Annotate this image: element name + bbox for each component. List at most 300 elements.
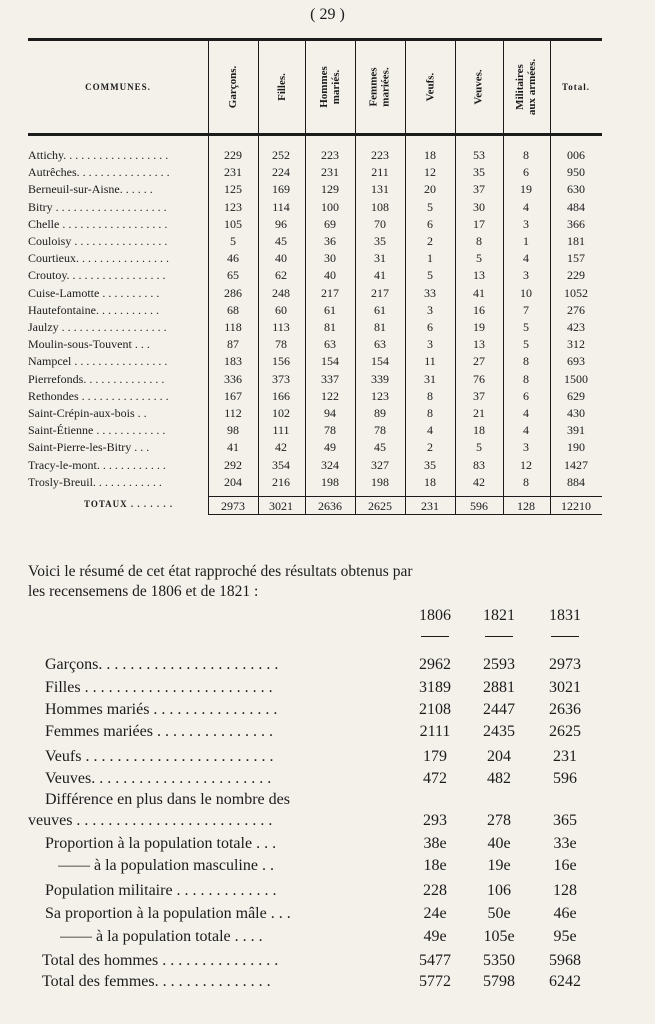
table-cell: 8 <box>523 148 529 162</box>
summary-value: 128 <box>553 882 577 899</box>
summary-value: 6242 <box>549 973 581 990</box>
total-cell: 128 <box>517 499 535 513</box>
table-cell: 31 <box>374 251 386 265</box>
table-cell: 3 <box>523 440 529 454</box>
summary-value: 3021 <box>549 679 581 696</box>
table-cell: 41 <box>227 440 239 454</box>
header-hommes-line1: Hommes <box>317 66 330 108</box>
summary-value: 204 <box>487 748 511 765</box>
table-cell: 366 <box>567 217 585 231</box>
table-cell: 18 <box>424 148 436 162</box>
table-cell: 7 <box>523 303 529 317</box>
table-cell: 37 <box>473 389 485 403</box>
table-cell: 68 <box>227 303 239 317</box>
table-cell: 35 <box>473 165 485 179</box>
table-cell: 354 <box>272 458 290 472</box>
summary-value: 95e <box>553 928 577 945</box>
summary-value: 596 <box>553 770 577 787</box>
summary-value: 105e <box>483 928 515 945</box>
table-cell: 61 <box>374 303 386 317</box>
table-cell: 45 <box>275 234 287 248</box>
table-cell: 3 <box>427 337 433 351</box>
totals-label: TOTAUX . . . . . . . <box>84 499 174 509</box>
table-cell: 5 <box>427 200 433 214</box>
table-cell: 41 <box>374 268 386 282</box>
summary-label: Veuves. . . . . . . . . . . . . . . . . . . . . . . <box>45 770 272 787</box>
table-cell: 65 <box>227 268 239 282</box>
commune-name: Rethondes . . . . . . . . . . . . . . . <box>28 389 169 403</box>
header-communes <box>28 42 208 132</box>
table-cell: 229 <box>224 148 242 162</box>
table-cell: 157 <box>567 251 585 265</box>
table-cell: 112 <box>224 406 242 420</box>
table-cell: 45 <box>374 440 386 454</box>
table-cell: 4 <box>523 251 529 265</box>
table-cell: 96 <box>275 217 287 231</box>
table-cell: 6 <box>523 389 529 403</box>
commune-name: Jaulzy . . . . . . . . . . . . . . . . . . <box>28 320 167 334</box>
table-row <box>0 286 655 301</box>
commune-name: Pierrefonds. . . . . . . . . . . . . . <box>28 372 165 386</box>
table-cell: 391 <box>567 423 585 437</box>
table-cell: 37 <box>473 182 485 196</box>
table-row <box>0 148 655 163</box>
table-cell: 78 <box>324 423 336 437</box>
total-cell: 231 <box>421 499 439 513</box>
summary-value: 106 <box>487 882 511 899</box>
table-cell: 40 <box>324 268 336 282</box>
table-cell: 17 <box>473 217 485 231</box>
table-row <box>0 337 655 352</box>
summary-value: 472 <box>423 770 447 787</box>
summary-value: 2881 <box>483 679 515 696</box>
table-cell: 950 <box>567 165 585 179</box>
summary-label: Sa proportion à la population mâle . . . <box>45 905 291 922</box>
summary-value: 40e <box>487 835 511 852</box>
summary-label: Total des femmes. . . . . . . . . . . . . . . <box>42 973 271 990</box>
table-row <box>0 423 655 438</box>
table-cell: 70 <box>374 217 386 231</box>
header-militaires-line2: aux armées. <box>526 58 539 116</box>
summary-row <box>0 905 655 927</box>
summary-row <box>0 973 655 995</box>
summary-row <box>0 748 655 770</box>
table-cell: 42 <box>275 440 287 454</box>
table-cell: 4 <box>427 423 433 437</box>
table-cell: 60 <box>275 303 287 317</box>
table-row <box>0 200 655 215</box>
summary-intro-line2: les recensemens de 1806 et de 1821 : <box>28 583 259 600</box>
table-cell: 6 <box>523 165 529 179</box>
table-cell: 430 <box>567 406 585 420</box>
commune-name: Nampcel . . . . . . . . . . . . . . . . <box>28 354 168 368</box>
header-filles-label: Filles. <box>275 73 288 101</box>
table-cell: 276 <box>567 303 585 317</box>
summary-row <box>0 656 655 678</box>
year-1831: 1831 <box>549 607 581 624</box>
table-cell: 2 <box>427 234 433 248</box>
year-underline <box>421 636 449 637</box>
table-cell: 339 <box>371 372 389 386</box>
table-cell: 223 <box>321 148 339 162</box>
table-cell: 20 <box>424 182 436 196</box>
commune-name: Chelle . . . . . . . . . . . . . . . . . . <box>28 217 168 231</box>
table-cell: 35 <box>424 458 436 472</box>
summary-row <box>0 928 655 950</box>
summary-label: Hommes mariés . . . . . . . . . . . . . . . . <box>45 701 278 718</box>
header-communes-label: COMMUNES. <box>85 82 151 92</box>
summary-value: 278 <box>487 812 511 829</box>
table-cell: 5 <box>476 251 482 265</box>
table-cell: 248 <box>272 286 290 300</box>
table-cell: 1 <box>427 251 433 265</box>
totals-row <box>0 499 655 514</box>
total-cell: 12210 <box>561 499 591 513</box>
commune-name: Berneuil-sur-Aisne. . . . . . <box>28 182 153 196</box>
summary-value: 293 <box>423 812 447 829</box>
table-cell: 6 <box>427 320 433 334</box>
header-femmes-mariees <box>355 42 405 132</box>
table-row <box>0 182 655 197</box>
summary-value: 2636 <box>549 701 581 718</box>
table-cell: 884 <box>567 475 585 489</box>
year-underline <box>485 636 513 637</box>
header-femmes-line1: Femmes <box>368 67 380 107</box>
commune-name: Saint-Étienne . . . . . . . . . . . . <box>28 423 166 437</box>
summary-value: 49e <box>423 928 447 945</box>
header-veufs <box>405 42 455 132</box>
total-cell: 596 <box>470 499 488 513</box>
table-cell: 61 <box>324 303 336 317</box>
table-cell: 630 <box>567 182 585 196</box>
table-cell: 122 <box>321 389 339 403</box>
table-cell: 217 <box>371 286 389 300</box>
summary-value: 2435 <box>483 723 515 740</box>
table-cell: 113 <box>272 320 290 334</box>
table-cell: 123 <box>224 200 242 214</box>
table-cell: 100 <box>321 200 339 214</box>
table-cell: 5 <box>427 268 433 282</box>
table-cell: 69 <box>324 217 336 231</box>
summary-value: 33e <box>553 835 577 852</box>
table-row <box>0 234 655 249</box>
table-cell: 224 <box>272 165 290 179</box>
summary-value: 3189 <box>419 679 451 696</box>
table-cell: 154 <box>321 354 339 368</box>
table-cell: 108 <box>371 200 389 214</box>
summary-label: Femmes mariées . . . . . . . . . . . . . . . <box>45 723 273 740</box>
summary-value: 5350 <box>483 952 515 969</box>
table-cell: 1500 <box>564 372 588 386</box>
table-row <box>0 165 655 180</box>
header-veuves-label: Veuves. <box>472 69 485 105</box>
table-cell: 6 <box>427 217 433 231</box>
year-1806: 1806 <box>419 607 451 624</box>
table-cell: 324 <box>321 458 339 472</box>
table-cell: 63 <box>374 337 386 351</box>
table-cell: 30 <box>324 251 336 265</box>
header-militaires <box>503 42 550 132</box>
table-cell: 21 <box>473 406 485 420</box>
summary-value: 365 <box>553 812 577 829</box>
table-cell: 53 <box>473 148 485 162</box>
table-cell: 217 <box>321 286 339 300</box>
summary-row <box>0 723 655 745</box>
summary-value: 2108 <box>419 701 451 718</box>
table-cell: 12 <box>424 165 436 179</box>
table-cell: 98 <box>227 423 239 437</box>
summary-label: Veufs . . . . . . . . . . . . . . . . . . . . . . . . <box>45 748 274 765</box>
header-garcons-label: Garçons. <box>226 65 239 109</box>
table-cell: 5 <box>523 320 529 334</box>
year-underline <box>551 636 579 637</box>
header-total-label: Total. <box>562 82 590 92</box>
table-cell: 19 <box>473 320 485 334</box>
table-cell: 81 <box>324 320 336 334</box>
table-cell: 18 <box>473 423 485 437</box>
table-row <box>0 268 655 283</box>
table-cell: 42 <box>473 475 485 489</box>
table-cell: 1427 <box>564 458 588 472</box>
table-cell: 123 <box>371 389 389 403</box>
page-number: ( 29 ) <box>310 6 345 23</box>
table-cell: 129 <box>321 182 339 196</box>
summary-value: 5477 <box>419 952 451 969</box>
summary-value: 228 <box>423 882 447 899</box>
summary-value: 231 <box>553 748 577 765</box>
table-cell: 5 <box>523 337 529 351</box>
table-cell: 8 <box>523 354 529 368</box>
table-cell: 154 <box>371 354 389 368</box>
table-cell: 2 <box>427 440 433 454</box>
table-cell: 30 <box>473 200 485 214</box>
commune-name: Bitry . . . . . . . . . . . . . . . . . . . <box>28 200 167 214</box>
summary-row <box>0 770 655 792</box>
table-cell: 693 <box>567 354 585 368</box>
summary-value: 16e <box>553 857 577 874</box>
table-cell: 19 <box>520 182 532 196</box>
table-row <box>0 389 655 404</box>
summary-row <box>0 701 655 723</box>
table-cell: 78 <box>275 337 287 351</box>
table-cell: 62 <box>275 268 287 282</box>
table-cell: 166 <box>272 389 290 403</box>
table-cell: 41 <box>473 286 485 300</box>
table-cell: 87 <box>227 337 239 351</box>
table-cell: 1052 <box>564 286 588 300</box>
summary-value: 179 <box>423 748 447 765</box>
table-cell: 63 <box>324 337 336 351</box>
table-row <box>0 440 655 455</box>
table-cell: 231 <box>224 165 242 179</box>
table-cell: 118 <box>224 320 242 334</box>
total-cell: 2973 <box>221 499 245 513</box>
commune-name: Hautefontaine. . . . . . . . . . . <box>28 303 159 317</box>
table-cell: 27 <box>473 354 485 368</box>
table-cell: 94 <box>324 406 336 420</box>
header-femmes-line2: mariées. <box>380 67 392 107</box>
table-row <box>0 320 655 335</box>
summary-value: 2973 <box>549 656 581 673</box>
header-garcons <box>208 42 258 132</box>
summary-value: 50e <box>487 905 511 922</box>
table-cell: 10 <box>520 286 532 300</box>
table-cell: 1 <box>523 234 529 248</box>
commune-name: Tracy-le-mont. . . . . . . . . . . . <box>28 458 166 472</box>
commune-name: Attichy. . . . . . . . . . . . . . . . . . <box>28 148 169 162</box>
table-cell: 4 <box>523 200 529 214</box>
table-cell: 190 <box>567 440 585 454</box>
table-cell: 183 <box>224 354 242 368</box>
summary-intro-line1: Voici le résumé de cet état rapproché des résultats obtenus par <box>28 563 413 580</box>
commune-name: Trosly-Breuil. . . . . . . . . . . . <box>28 475 162 489</box>
table-cell: 31 <box>424 372 436 386</box>
summary-label: Différence en plus dans le nombre des <box>45 791 290 808</box>
summary-label: veuves . . . . . . . . . . . . . . . . . . . . . . . . . <box>28 812 273 829</box>
summary-row <box>0 679 655 701</box>
table-cell: 8 <box>427 406 433 420</box>
table-cell: 131 <box>371 182 389 196</box>
table-cell: 327 <box>371 458 389 472</box>
table-cell: 211 <box>371 165 389 179</box>
year-1821: 1821 <box>483 607 515 624</box>
table-cell: 102 <box>272 406 290 420</box>
table-cell: 76 <box>473 372 485 386</box>
table-row <box>0 475 655 490</box>
table-cell: 484 <box>567 200 585 214</box>
table-row <box>0 303 655 318</box>
summary-value: 2962 <box>419 656 451 673</box>
table-cell: 13 <box>473 337 485 351</box>
header-hommes-maries <box>305 42 355 132</box>
table-cell: 16 <box>473 303 485 317</box>
table-cell: 3 <box>523 217 529 231</box>
table-cell: 4 <box>523 406 529 420</box>
summary-label: —— à la population totale . . . . <box>60 928 263 945</box>
table-row <box>0 372 655 387</box>
table-cell: 114 <box>272 200 290 214</box>
summary-value: 38e <box>423 835 447 852</box>
table-cell: 629 <box>567 389 585 403</box>
summary-row <box>0 835 655 857</box>
table-cell: 8 <box>476 234 482 248</box>
total-cell: 2625 <box>368 499 392 513</box>
table-cell: 81 <box>374 320 386 334</box>
table-cell: 167 <box>224 389 242 403</box>
total-cell: 3021 <box>269 499 293 513</box>
table-row <box>0 406 655 421</box>
table-cell: 231 <box>321 165 339 179</box>
summary-label: Population militaire . . . . . . . . . . . . . <box>45 882 277 899</box>
table-cell: 111 <box>272 423 290 437</box>
summary-value: 24e <box>423 905 447 922</box>
header-veufs-label: Veufs. <box>423 72 436 102</box>
table-cell: 204 <box>224 475 242 489</box>
table-cell: 125 <box>224 182 242 196</box>
summary-value: 2625 <box>549 723 581 740</box>
table-row <box>0 251 655 266</box>
table-cell: 169 <box>272 182 290 196</box>
table-cell: 3 <box>523 268 529 282</box>
table-cell: 5 <box>476 440 482 454</box>
summary-label: Proportion à la population totale . . . <box>45 835 277 852</box>
commune-name: Courtieux. . . . . . . . . . . . . . . . <box>28 251 169 265</box>
table-cell: 198 <box>321 475 339 489</box>
table-cell: 286 <box>224 286 242 300</box>
table-bottom-rule <box>208 514 602 515</box>
table-header-rule <box>28 133 602 136</box>
summary-label: Filles . . . . . . . . . . . . . . . . . . . . . . . . <box>45 679 273 696</box>
summary-value: 2593 <box>483 656 515 673</box>
header-veuves <box>455 42 503 132</box>
table-cell: 5 <box>230 234 236 248</box>
summary-row <box>0 882 655 904</box>
commune-name: Saint-Crépin-aux-bois . . <box>28 406 147 420</box>
header-filles <box>258 42 305 132</box>
summary-value: 19e <box>487 857 511 874</box>
table-cell: 40 <box>275 251 287 265</box>
summary-value: 2447 <box>483 701 515 718</box>
table-cell: 83 <box>473 458 485 472</box>
table-cell: 33 <box>424 286 436 300</box>
summary-value: 18e <box>423 857 447 874</box>
table-cell: 49 <box>324 440 336 454</box>
commune-name: Saint-Pierre-les-Bitry . . . <box>28 440 150 454</box>
summary-value: 46e <box>553 905 577 922</box>
summary-value: 5798 <box>483 973 515 990</box>
header-total <box>550 42 602 132</box>
table-cell: 336 <box>224 372 242 386</box>
commune-name: Cuise-Lamotte . . . . . . . . . . <box>28 286 160 300</box>
header-hommes-line2: mariés. <box>329 69 342 105</box>
table-row <box>0 458 655 473</box>
table-cell: 216 <box>272 475 290 489</box>
table-cell: 36 <box>324 234 336 248</box>
table-cell: 006 <box>567 148 585 162</box>
summary-value: 5968 <box>549 952 581 969</box>
table-cell: 156 <box>272 354 290 368</box>
table-cell: 181 <box>567 234 585 248</box>
commune-name: Moulin-sous-Touvent . . . <box>28 337 150 351</box>
summary-row <box>0 857 655 879</box>
table-row <box>0 354 655 369</box>
table-cell: 12 <box>520 458 532 472</box>
table-cell: 3 <box>427 303 433 317</box>
table-cell: 373 <box>272 372 290 386</box>
table-cell: 4 <box>523 423 529 437</box>
table-cell: 11 <box>424 354 436 368</box>
table-cell: 337 <box>321 372 339 386</box>
table-cell: 312 <box>567 337 585 351</box>
summary-value: 5772 <box>419 973 451 990</box>
total-cell: 2636 <box>318 499 342 513</box>
table-cell: 292 <box>224 458 242 472</box>
header-militaires-line1: Militaires <box>514 64 527 110</box>
summary-label: Garçons. . . . . . . . . . . . . . . . . . . . . . . <box>45 656 279 673</box>
table-cell: 78 <box>374 423 386 437</box>
commune-name: Couloisy . . . . . . . . . . . . . . . . <box>28 234 168 248</box>
summary-label: —— à la population masculine . . <box>58 857 274 874</box>
commune-name: Autrêches. . . . . . . . . . . . . . . . <box>28 165 170 179</box>
table-cell: 8 <box>427 389 433 403</box>
commune-name: Croutoy. . . . . . . . . . . . . . . . . <box>28 268 166 282</box>
table-row <box>0 217 655 232</box>
table-cell: 423 <box>567 320 585 334</box>
table-cell: 8 <box>523 372 529 386</box>
table-cell: 229 <box>567 268 585 282</box>
table-cell: 89 <box>374 406 386 420</box>
table-cell: 223 <box>371 148 389 162</box>
